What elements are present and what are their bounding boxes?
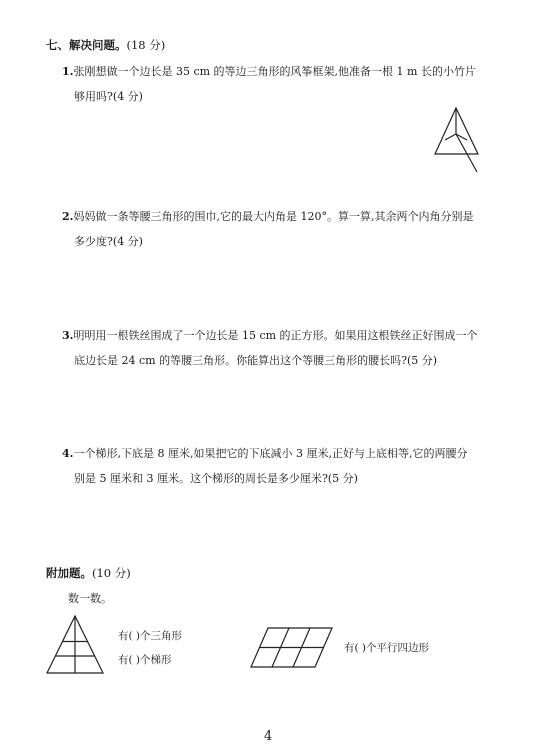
question-text: 一个梯形,下底是 8 厘米,如果把它的下底减小 3 厘米,正好与上底相等,它的两腰分 [73, 447, 468, 460]
question-text: 妈妈做一条等腰三角形的围巾,它的最大内角是 120°。算一算,其余两个内角分别是 [73, 210, 474, 223]
page-number: 4 [264, 729, 273, 744]
bonus-title: 附加题。 [46, 566, 92, 580]
question-number: 4. [62, 447, 74, 460]
section-points: (18 分) [126, 38, 166, 52]
question-3-line-1 [62, 327, 478, 343]
parallelogram-count-label: 有( )个平行四边形 [344, 642, 430, 654]
triangle-count-figure [44, 614, 106, 676]
section-heading [46, 37, 165, 53]
question-text: 张刚想做一个边长是 35 cm 的等边三角形的风筝框架,他准备一根 1 m 长的小竹片 [73, 65, 476, 78]
question-number: 3. [62, 329, 74, 342]
kite-frame-figure [430, 104, 490, 176]
question-1-line-2: 够用吗?(4 分) [74, 90, 143, 103]
question-number: 1. [62, 65, 74, 78]
section-title: 七、解决问题。 [46, 38, 127, 52]
parallelogram-count-figure [248, 625, 334, 669]
bonus-heading [46, 565, 131, 581]
question-4-line-2: 别是 5 厘米和 3 厘米。这个梯形的周长是多少厘米?(5 分) [74, 472, 358, 485]
question-4-line-1 [62, 445, 467, 461]
bonus-points: (10 分) [92, 566, 131, 580]
triangle-count-label: 有( )个三角形 [118, 630, 183, 642]
question-number: 2. [62, 210, 74, 223]
trapezoid-count-label: 有( )个梯形 [118, 654, 172, 666]
question-1-line-1 [62, 63, 476, 79]
question-2-line-2: 多少度?(4 分) [74, 235, 143, 248]
question-text: 明明用一根铁丝围成了一个边长是 15 cm 的正方形。如果用这根铁丝正好围成一个 [73, 329, 478, 342]
bonus-instruction: 数一数。 [68, 592, 112, 605]
question-2-line-1 [62, 208, 473, 224]
question-3-line-2: 底边长是 24 cm 的等腰三角形。你能算出这个等腰三角形的腰长吗?(5 分) [74, 354, 438, 367]
